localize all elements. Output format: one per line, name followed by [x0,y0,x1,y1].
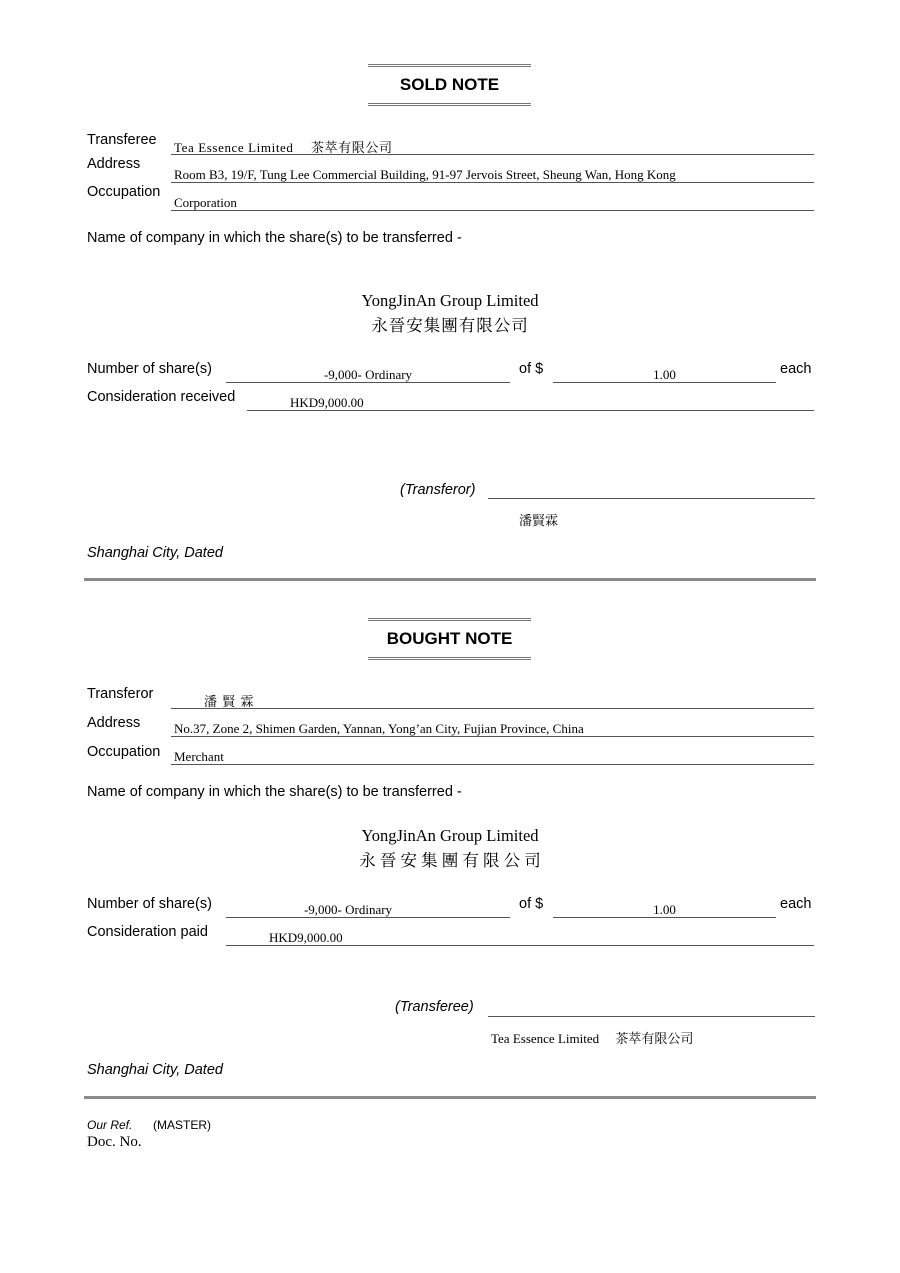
our-ref-value: (MASTER) [153,1118,211,1132]
sold-par-value: 1.00 [653,367,676,382]
sold-dated-label: Shanghai City, Dated [87,545,223,561]
bought-address-line [171,736,814,737]
sold-consideration-label: Consideration received [87,389,236,405]
our-ref-label: Our Ref. [87,1118,133,1132]
sold-address-line [171,182,814,183]
bought-address-value: No.37, Zone 2, Shimen Garden, Yannan, Yong’an City, Fujian Province, China [174,721,584,736]
sold-transferee-value: Tea Essence Limited 茶萃有限公司 [174,140,393,155]
bought-of-label: of $ [519,896,544,912]
bought-shares-line [226,917,510,918]
sold-each-label: each [780,361,812,377]
bought-address-label: Address [87,715,141,731]
sold-address-value: Room B3, 19/F, Tung Lee Commercial Building, 91-97 Jervois Street, Sheung Wan, Hong Kong [174,167,676,182]
sold-company-intro: Name of company in which the share(s) to be transferred - [87,230,462,246]
sold-occupation-line [171,210,814,211]
bought-signature-line [488,1016,815,1017]
bought-company-intro: Name of company in which the share(s) to be transferred - [87,784,462,800]
bought-transferee-name: Tea Essence Limited 茶萃有限公司 [491,1031,694,1046]
sold-transferor-name: 潘賢霖 [519,513,559,528]
doc-no-label: Doc. No. [87,1134,142,1150]
sold-of-label: of $ [519,361,544,377]
bought-dated-label: Shanghai City, Dated [87,1062,223,1078]
sold-company-name-zh: 永晉安集團有限公司 [371,316,529,335]
bought-consideration-label: Consideration paid [87,924,208,940]
footer-separator [84,1096,816,1099]
bought-par-value: 1.00 [653,902,676,917]
bought-shares-value: -9,000- Ordinary [303,902,393,917]
sold-address-label: Address [87,156,141,172]
sold-occupation-label: Occupation [87,184,161,200]
bought-transferor-value: 潘 賢 霖 [204,694,255,709]
bought-company-name-en: YongJinAn Group Limited [361,826,539,845]
sold-shares-value: -9,000- Ordinary [323,367,413,382]
sold-company-name-en: YongJinAn Group Limited [361,291,539,310]
bought-shares-label: Number of share(s) [87,896,212,912]
bought-note-title: BOUGHT NOTE [368,618,531,660]
bought-consideration-value: HKD9,000.00 [269,930,343,945]
bought-transferor-label: Transferor [87,686,154,702]
bought-transferee-label: (Transferee) [395,999,474,1015]
bought-occupation-value: Merchant [174,749,224,764]
sold-shares-line [226,382,510,383]
sold-transferor-label: (Transferor) [400,482,476,498]
bought-par-line [553,917,776,918]
sold-shares-label: Number of share(s) [87,361,212,377]
bought-company-name-zh: 永 晉 安 集 團 有 限 公 司 [359,851,541,870]
sold-consideration-line [247,410,814,411]
sold-occupation-value: Corporation [174,195,237,210]
sold-par-line [553,382,776,383]
bought-consideration-line [226,945,814,946]
bought-occupation-label: Occupation [87,744,161,760]
sold-signature-line [488,498,815,499]
sold-transferee-line [171,154,814,155]
bought-each-label: each [780,896,812,912]
bought-transferor-line [171,708,814,709]
sold-transferee-label: Transferee [87,132,157,148]
sold-consideration-value: HKD9,000.00 [290,395,364,410]
section-separator [84,578,816,581]
bought-occupation-line [171,764,814,765]
sold-note-title: SOLD NOTE [368,64,531,106]
